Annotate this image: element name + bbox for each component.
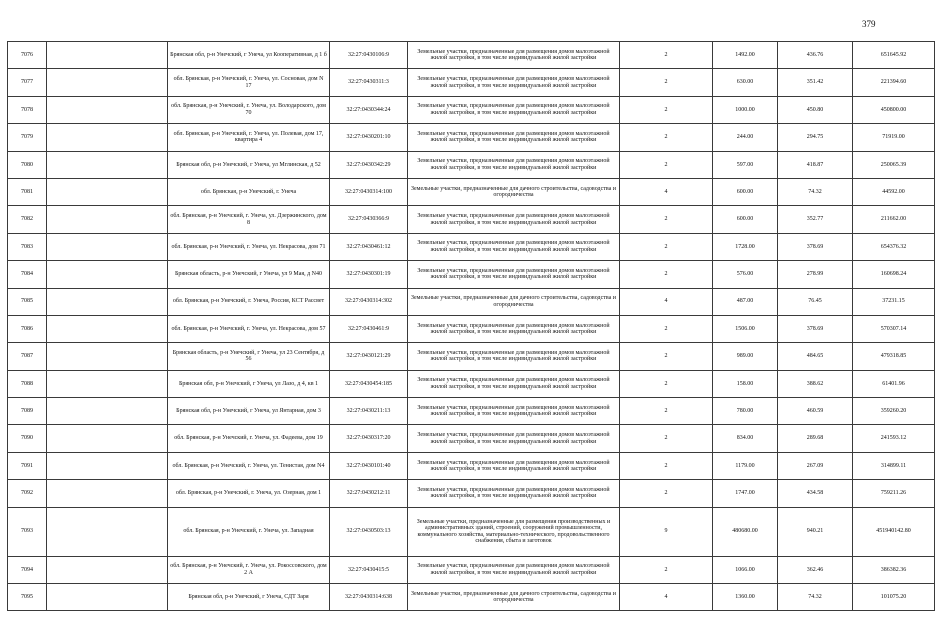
- area-cell: 480680.00: [713, 507, 778, 556]
- table-row: [8, 556, 935, 583]
- table-row: [8, 206, 935, 233]
- specific-value-cell: 378.69: [778, 233, 853, 260]
- cadastral-value-cell: 479318.85: [853, 343, 935, 370]
- cadastral-value-cell: 221394.60: [853, 69, 935, 96]
- group-code-cell: 2: [620, 556, 713, 583]
- table-row: [8, 584, 935, 611]
- address-cell: Брянская обл, р-н Унечский, г Унеча, ул Лазо, д 4, кв 1: [168, 370, 330, 397]
- cadastral-value-cell: 359260.20: [853, 398, 935, 425]
- specific-value-cell: 378.69: [778, 315, 853, 342]
- cadastral-number-cell: 32:27:0430503:13: [330, 507, 408, 556]
- specific-value-cell: 74.32: [778, 584, 853, 611]
- specific-value-cell: 484.65: [778, 343, 853, 370]
- group-code-cell: 2: [620, 315, 713, 342]
- specific-value-cell: 434.58: [778, 480, 853, 507]
- table-row: [8, 370, 935, 397]
- permitted-use-cell: Земельные участки, предназначенные для размещения домов малоэтажной жилой застройки, в том числе индивидуальной жилой застройки: [408, 315, 620, 342]
- permitted-use-cell: Земельные участки, предназначенные для размещения домов малоэтажной жилой застройки, в том числе индивидуальной жилой застройки: [408, 151, 620, 178]
- blank-cell: [47, 42, 168, 69]
- cadastral-value-cell: 250065.39: [853, 151, 935, 178]
- permitted-use-cell: Земельные участки, предназначенные для размещения домов малоэтажной жилой застройки, в том числе индивидуальной жилой застройки: [408, 343, 620, 370]
- row-number-cell: 7086: [8, 315, 47, 342]
- blank-cell: [47, 425, 168, 452]
- row-number-cell: 7092: [8, 480, 47, 507]
- row-number-cell: 7077: [8, 69, 47, 96]
- address-cell: обл. Брянская, р-н Унечский, г. Унеча, ул. Западная: [168, 507, 330, 556]
- cadastral-number-cell: 32:27:0430201:10: [330, 124, 408, 151]
- group-code-cell: 4: [620, 288, 713, 315]
- row-number-cell: 7094: [8, 556, 47, 583]
- register-table-body: [8, 42, 935, 611]
- address-cell: обл. Брянская, р-н Унечский, г. Унеча, ул. Некрасова, дом 57: [168, 315, 330, 342]
- blank-cell: [47, 370, 168, 397]
- address-cell: обл. Брянская, р-н Унечский, г. Унеча, ул. Дзержинского, дом 8: [168, 206, 330, 233]
- group-code-cell: 2: [620, 480, 713, 507]
- cadastral-register-table: [7, 41, 935, 611]
- group-code-cell: 2: [620, 370, 713, 397]
- permitted-use-cell: Земельные участки, предназначенные для размещения домов малоэтажной жилой застройки, в том числе индивидуальной жилой застройки: [408, 452, 620, 479]
- cadastral-number-cell: 32:27:0430314:100: [330, 178, 408, 205]
- cadastral-value-cell: 101075.20: [853, 584, 935, 611]
- blank-cell: [47, 398, 168, 425]
- cadastral-number-cell: 32:27:0430342:29: [330, 151, 408, 178]
- area-cell: 1066.00: [713, 556, 778, 583]
- table-row: [8, 507, 935, 556]
- cadastral-value-cell: 654376.32: [853, 233, 935, 260]
- cadastral-value-cell: 450800.00: [853, 96, 935, 123]
- group-code-cell: 2: [620, 452, 713, 479]
- cadastral-value-cell: 71919.00: [853, 124, 935, 151]
- cadastral-number-cell: 32:27:0430212:11: [330, 480, 408, 507]
- group-code-cell: 2: [620, 206, 713, 233]
- row-number-cell: 7081: [8, 178, 47, 205]
- cadastral-value-cell: 451940142.80: [853, 507, 935, 556]
- group-code-cell: 2: [620, 425, 713, 452]
- table-row: [8, 151, 935, 178]
- table-row: [8, 480, 935, 507]
- area-cell: 1747.00: [713, 480, 778, 507]
- blank-cell: [47, 507, 168, 556]
- row-number-cell: 7090: [8, 425, 47, 452]
- specific-value-cell: 362.46: [778, 556, 853, 583]
- specific-value-cell: 940.21: [778, 507, 853, 556]
- blank-cell: [47, 343, 168, 370]
- specific-value-cell: 460.59: [778, 398, 853, 425]
- permitted-use-cell: Земельные участки, предназначенные для размещения домов малоэтажной жилой застройки, в том числе индивидуальной жилой застройки: [408, 124, 620, 151]
- blank-cell: [47, 96, 168, 123]
- blank-cell: [47, 288, 168, 315]
- area-cell: 1000.00: [713, 96, 778, 123]
- row-number-cell: 7089: [8, 398, 47, 425]
- area-cell: 989.00: [713, 343, 778, 370]
- permitted-use-cell: Земельные участки, предназначенные для размещения домов малоэтажной жилой застройки, в том числе индивидуальной жилой застройки: [408, 261, 620, 288]
- area-cell: 576.00: [713, 261, 778, 288]
- table-row: [8, 96, 935, 123]
- address-cell: обл. Брянская, р-н Унечский, г. Унеча, ул. Рокоссовского, дом 2 А: [168, 556, 330, 583]
- blank-cell: [47, 452, 168, 479]
- table-row: [8, 452, 935, 479]
- cadastral-number-cell: 32:27:0430301:19: [330, 261, 408, 288]
- area-cell: 1179.00: [713, 452, 778, 479]
- cadastral-value-cell: 241593.12: [853, 425, 935, 452]
- cadastral-number-cell: 32:27:0430461:12: [330, 233, 408, 260]
- blank-cell: [47, 178, 168, 205]
- specific-value-cell: 289.68: [778, 425, 853, 452]
- table-row: [8, 425, 935, 452]
- row-number-cell: 7087: [8, 343, 47, 370]
- permitted-use-cell: Земельные участки, предназначенные для размещения домов малоэтажной жилой застройки, в том числе индивидуальной жилой застройки: [408, 425, 620, 452]
- cadastral-number-cell: 32:27:0430311:3: [330, 69, 408, 96]
- area-cell: 244.00: [713, 124, 778, 151]
- area-cell: 1492.00: [713, 42, 778, 69]
- address-cell: обл. Брянская, р-н Унечский, г. Унеча, ул. Володарского, дом 70: [168, 96, 330, 123]
- row-number-cell: 7080: [8, 151, 47, 178]
- area-cell: 1506.00: [713, 315, 778, 342]
- address-cell: Брянская обл, р-н Унечский, г Унеча, ул Мглинская, д 52: [168, 151, 330, 178]
- blank-cell: [47, 206, 168, 233]
- specific-value-cell: 74.32: [778, 178, 853, 205]
- address-cell: обл. Брянская, р-н Унечский, г. Унеча, ул. Сосновая, дом N 17: [168, 69, 330, 96]
- permitted-use-cell: Земельные участки, предназначенные для размещения домов малоэтажной жилой застройки, в том числе индивидуальной жилой застройки: [408, 206, 620, 233]
- blank-cell: [47, 480, 168, 507]
- row-number-cell: 7084: [8, 261, 47, 288]
- area-cell: 158.00: [713, 370, 778, 397]
- cadastral-value-cell: 61401.96: [853, 370, 935, 397]
- cadastral-number-cell: 32:27:0430366:9: [330, 206, 408, 233]
- group-code-cell: 2: [620, 233, 713, 260]
- specific-value-cell: 267.09: [778, 452, 853, 479]
- table-row: [8, 315, 935, 342]
- specific-value-cell: 352.77: [778, 206, 853, 233]
- address-cell: Брянская обл, р-н Унечский, г Унеча, ул Янтарная, дом 3: [168, 398, 330, 425]
- blank-cell: [47, 556, 168, 583]
- address-cell: обл. Брянская, р-н Унечский, г. Унеча, ул. Озерная, дом 1: [168, 480, 330, 507]
- address-cell: Брянская обл, р-н Унечский, г Унеча, СДТ Заря: [168, 584, 330, 611]
- address-cell: Брянская обл, р-н Унечский, г Унеча, ул Кооперативная, д 1 б: [168, 42, 330, 69]
- blank-cell: [47, 261, 168, 288]
- cadastral-number-cell: 32:27:0430314:638: [330, 584, 408, 611]
- group-code-cell: 9: [620, 507, 713, 556]
- address-cell: обл. Брянская, р-н Унечский, г. Унеча, ул. Тенистая, дом N4: [168, 452, 330, 479]
- cadastral-number-cell: 32:27:0430211:13: [330, 398, 408, 425]
- table-row: [8, 69, 935, 96]
- cadastral-number-cell: 32:27:0430121:29: [330, 343, 408, 370]
- permitted-use-cell: Земельные участки, предназначенные для дачного строительства, садоводства и огородничества: [408, 178, 620, 205]
- row-number-cell: 7082: [8, 206, 47, 233]
- cadastral-value-cell: 160698.24: [853, 261, 935, 288]
- table-row: [8, 288, 935, 315]
- address-cell: обл. Брянская, р-н Унечский, г. Унеча: [168, 178, 330, 205]
- table-row: [8, 178, 935, 205]
- cadastral-number-cell: 32:27:0430344:24: [330, 96, 408, 123]
- group-code-cell: 2: [620, 151, 713, 178]
- area-cell: 600.00: [713, 206, 778, 233]
- address-cell: обл. Брянская, р-н Унечский, г. Унеча, Россия, КСТ Рассвет: [168, 288, 330, 315]
- group-code-cell: 2: [620, 261, 713, 288]
- cadastral-number-cell: 32:27:0430454:185: [330, 370, 408, 397]
- permitted-use-cell: Земельные участки, предназначенные для размещения домов малоэтажной жилой застройки, в том числе индивидуальной жилой застройки: [408, 556, 620, 583]
- group-code-cell: 2: [620, 96, 713, 123]
- group-code-cell: 2: [620, 343, 713, 370]
- cadastral-value-cell: 211662.00: [853, 206, 935, 233]
- cadastral-number-cell: 32:27:0430415:5: [330, 556, 408, 583]
- group-code-cell: 2: [620, 398, 713, 425]
- cadastral-number-cell: 32:27:0430314:302: [330, 288, 408, 315]
- cadastral-value-cell: 44592.00: [853, 178, 935, 205]
- group-code-cell: 4: [620, 584, 713, 611]
- table-row: [8, 261, 935, 288]
- cadastral-value-cell: 37231.15: [853, 288, 935, 315]
- area-cell: 1728.00: [713, 233, 778, 260]
- blank-cell: [47, 315, 168, 342]
- page-number: 379: [862, 19, 876, 29]
- row-number-cell: 7078: [8, 96, 47, 123]
- cadastral-number-cell: 32:27:0430106:9: [330, 42, 408, 69]
- blank-cell: [47, 584, 168, 611]
- address-cell: обл. Брянская, р-н Унечский, г. Унеча, ул. Фадеева, дом 19: [168, 425, 330, 452]
- address-cell: обл. Брянская, р-н Унечский, г. Унеча, ул. Некрасова, дом 71: [168, 233, 330, 260]
- specific-value-cell: 294.75: [778, 124, 853, 151]
- row-number-cell: 7093: [8, 507, 47, 556]
- cadastral-value-cell: 314899.11: [853, 452, 935, 479]
- table-row: [8, 398, 935, 425]
- permitted-use-cell: Земельные участки, предназначенные для дачного строительства, садоводства и огородничества: [408, 288, 620, 315]
- row-number-cell: 7079: [8, 124, 47, 151]
- area-cell: 630.00: [713, 69, 778, 96]
- specific-value-cell: 436.76: [778, 42, 853, 69]
- specific-value-cell: 388.62: [778, 370, 853, 397]
- area-cell: 487.00: [713, 288, 778, 315]
- area-cell: 597.00: [713, 151, 778, 178]
- permitted-use-cell: Земельные участки, предназначенные для размещения домов малоэтажной жилой застройки, в том числе индивидуальной жилой застройки: [408, 69, 620, 96]
- area-cell: 780.00: [713, 398, 778, 425]
- address-cell: Брянская область, р-н Унечский, г Унеча, ул 23 Сентября, д 56: [168, 343, 330, 370]
- specific-value-cell: 450.80: [778, 96, 853, 123]
- cadastral-value-cell: 386382.36: [853, 556, 935, 583]
- cadastral-value-cell: 570307.14: [853, 315, 935, 342]
- specific-value-cell: 278.99: [778, 261, 853, 288]
- blank-cell: [47, 151, 168, 178]
- group-code-cell: 2: [620, 124, 713, 151]
- specific-value-cell: 418.87: [778, 151, 853, 178]
- table-row: [8, 124, 935, 151]
- table-row: [8, 42, 935, 69]
- area-cell: 600.00: [713, 178, 778, 205]
- permitted-use-cell: Земельные участки, предназначенные для размещения домов малоэтажной жилой застройки, в том числе индивидуальной жилой застройки: [408, 96, 620, 123]
- area-cell: 834.00: [713, 425, 778, 452]
- row-number-cell: 7088: [8, 370, 47, 397]
- permitted-use-cell: Земельные участки, предназначенные для размещения производственных и административных зданий, строений, сооружений промышленности, коммунального хозяйства, материально-технического, продовольственного снабжения, сбыта и заготовок: [408, 507, 620, 556]
- permitted-use-cell: Земельные участки, предназначенные для размещения домов малоэтажной жилой застройки, в том числе индивидуальной жилой застройки: [408, 398, 620, 425]
- row-number-cell: 7076: [8, 42, 47, 69]
- group-code-cell: 2: [620, 42, 713, 69]
- blank-cell: [47, 233, 168, 260]
- permitted-use-cell: Земельные участки, предназначенные для размещения домов малоэтажной жилой застройки, в том числе индивидуальной жилой застройки: [408, 480, 620, 507]
- permitted-use-cell: Земельные участки, предназначенные для размещения домов малоэтажной жилой застройки, в том числе индивидуальной жилой застройки: [408, 42, 620, 69]
- specific-value-cell: 76.45: [778, 288, 853, 315]
- cadastral-number-cell: 32:27:0430461:9: [330, 315, 408, 342]
- row-number-cell: 7085: [8, 288, 47, 315]
- area-cell: 1360.00: [713, 584, 778, 611]
- blank-cell: [47, 124, 168, 151]
- permitted-use-cell: Земельные участки, предназначенные для размещения домов малоэтажной жилой застройки, в том числе индивидуальной жилой застройки: [408, 233, 620, 260]
- address-cell: Брянская область, р-н Унечский, г Унеча, ул 9 Мая, д N40: [168, 261, 330, 288]
- row-number-cell: 7083: [8, 233, 47, 260]
- cadastral-value-cell: 651645.92: [853, 42, 935, 69]
- cadastral-value-cell: 759211.26: [853, 480, 935, 507]
- specific-value-cell: 351.42: [778, 69, 853, 96]
- address-cell: обл. Брянская, р-н Унечский, г. Унеча, ул. Полевая, дом 17, квартира 4: [168, 124, 330, 151]
- blank-cell: [47, 69, 168, 96]
- group-code-cell: 2: [620, 69, 713, 96]
- row-number-cell: 7091: [8, 452, 47, 479]
- cadastral-number-cell: 32:27:0430317:20: [330, 425, 408, 452]
- group-code-cell: 4: [620, 178, 713, 205]
- cadastral-number-cell: 32:27:0430101:40: [330, 452, 408, 479]
- row-number-cell: 7095: [8, 584, 47, 611]
- table-row: [8, 233, 935, 260]
- permitted-use-cell: Земельные участки, предназначенные для дачного строительства, садоводства и огородничества: [408, 584, 620, 611]
- table-row: [8, 343, 935, 370]
- permitted-use-cell: Земельные участки, предназначенные для размещения домов малоэтажной жилой застройки, в том числе индивидуальной жилой застройки: [408, 370, 620, 397]
